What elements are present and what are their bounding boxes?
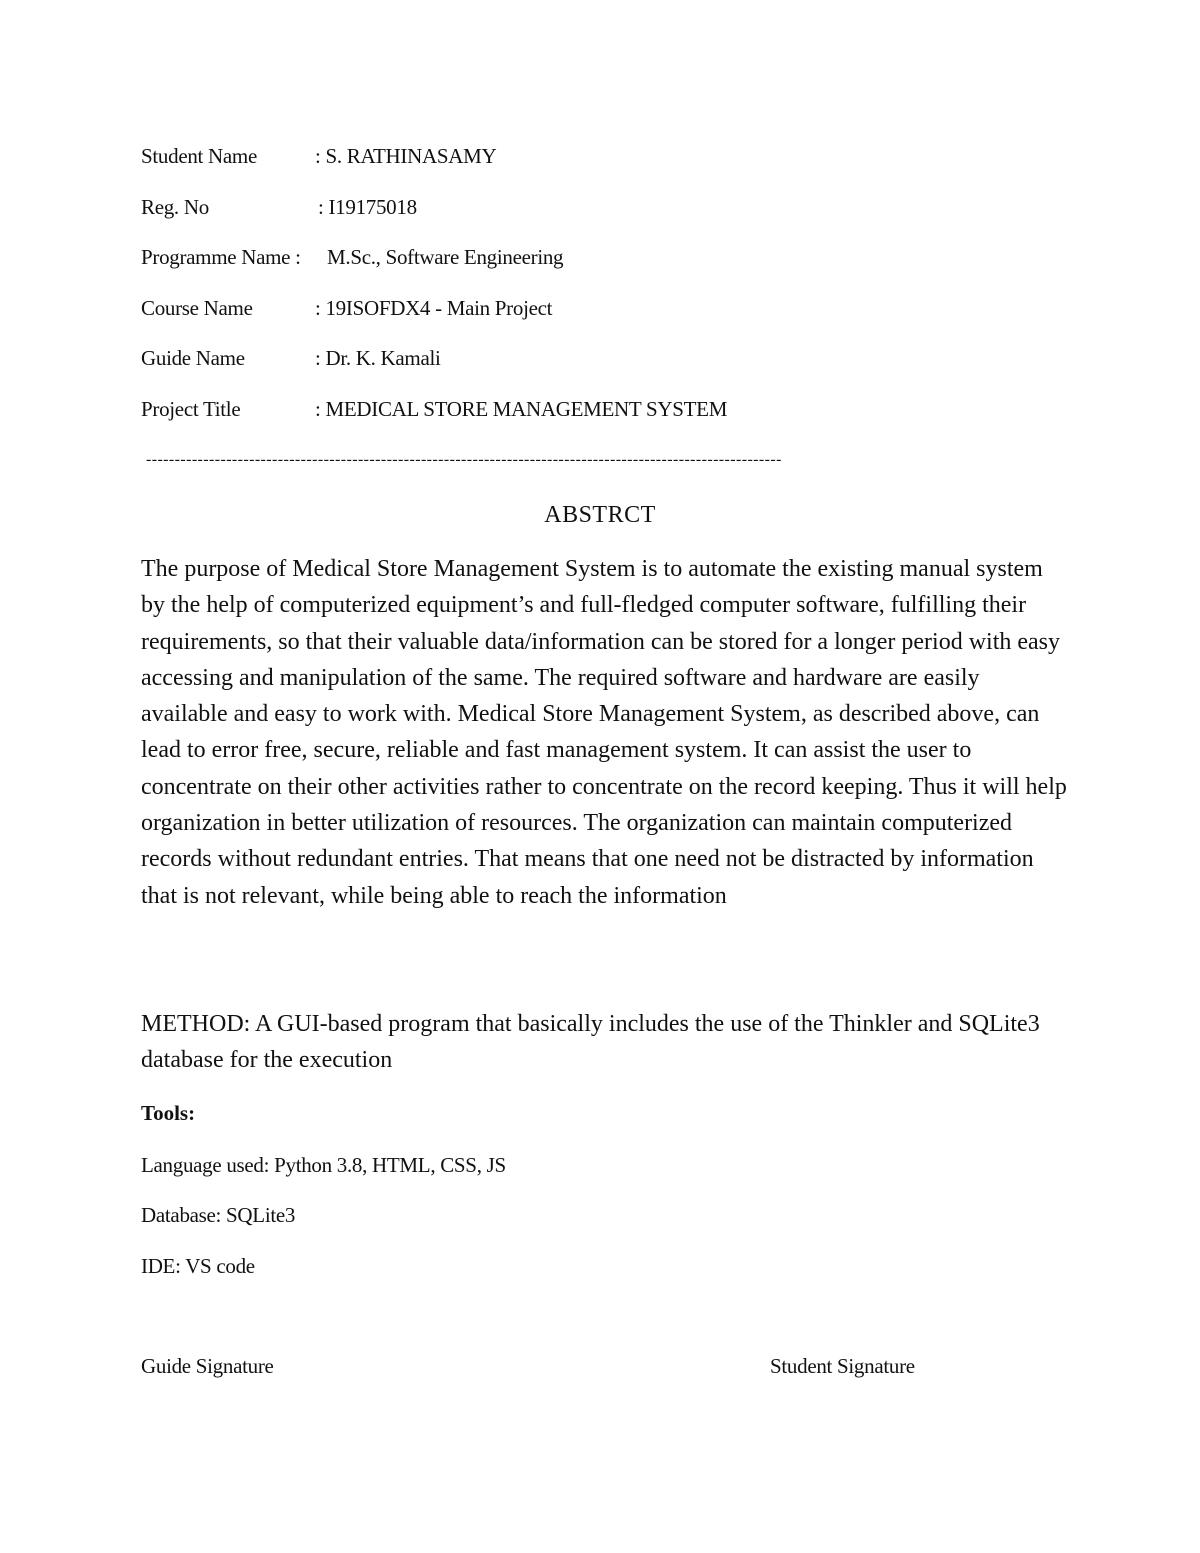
reg-no-label: Reg. No <box>141 195 209 219</box>
tool-language: Language used: Python 3.8, HTML, CSS, JS <box>141 1153 506 1177</box>
guide-name-label: Guide Name <box>141 346 245 370</box>
student-name-value: : S. RATHINASAMY <box>315 144 497 168</box>
guide-name-value: : Dr. K. Kamali <box>315 346 441 370</box>
programme-name-value: M.Sc., Software Engineering <box>327 245 564 269</box>
course-name-label: Course Name <box>141 296 253 320</box>
student-signature-label: Student Signature <box>770 1354 915 1378</box>
guide-signature-label: Guide Signature <box>141 1354 274 1378</box>
project-title-value: : MEDICAL STORE MANAGEMENT SYSTEM <box>315 397 728 421</box>
abstract-body: The purpose of Medical Store Management System is to automate the existing manual system by the help of computerized equipment’s and full-fledged computer software, fulfilling their requirements, so that their valuable data/information can be stored for a longer period with easy accessing and manipulation of the same. The required software and hardware are easily available and easy to work with. Medical Store Management System, as described above, can lead to error free, secure, reliable and fast management system. It can assist the user to concentrate on their other activities rather to concentrate on the record keeping. Thus it will help organization in better utilization of resources. The organization can maintain computerized records without redundant entries. That means that one need not be distracted by information that is not relevant, while being able to reach the information <box>141 556 1067 909</box>
programme-name-label: Programme Name : <box>141 245 301 269</box>
reg-no-value: : I19175018 <box>318 195 417 219</box>
tool-ide: IDE: VS code <box>141 1254 255 1278</box>
tools-heading: Tools: <box>141 1101 196 1125</box>
dashed-separator: --------------------------------------------------------------------------------------------------------------- <box>146 451 782 468</box>
course-name-value: : 19ISOFDX4 - Main Project <box>315 296 553 320</box>
method-paragraph: METHOD: A GUI-based program that basically includes the use of the Thinkler and SQLite3 database for the execution <box>141 1011 1040 1074</box>
tool-database: Database: SQLite3 <box>141 1203 296 1227</box>
abstract-heading: ABSTRCT <box>544 502 656 528</box>
project-title-label: Project Title <box>141 397 241 421</box>
student-name-label: Student Name <box>141 144 257 168</box>
